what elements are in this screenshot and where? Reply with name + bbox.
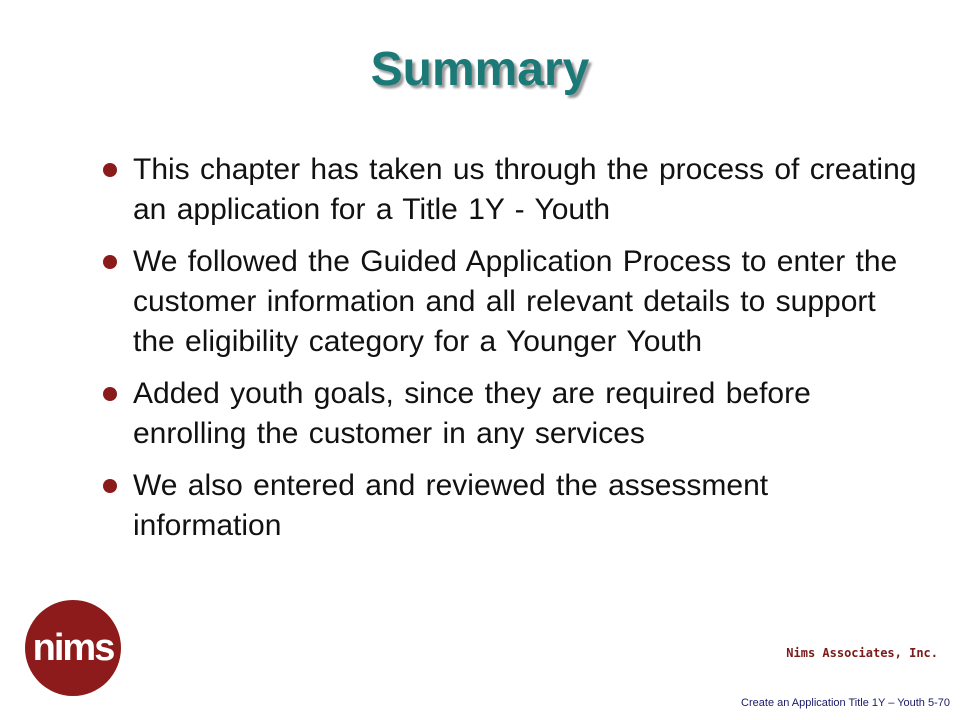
bullet-item — [101, 150, 921, 230]
bullet-dot-icon — [103, 163, 117, 177]
bullet-text: We followed the Guided Application Process to enter the customer information and all relevant details to support the eligibility category for a Younger Youth — [133, 245, 898, 358]
bullet-item — [101, 242, 921, 362]
bullet-dot-icon — [103, 255, 117, 269]
nims-logo — [25, 600, 121, 696]
slide-title: Summary — [370, 43, 590, 96]
bullet-item — [101, 466, 921, 546]
bullet-list — [101, 150, 921, 558]
bullet-text: This chapter has taken us through the process of creating an application for a Title 1Y - Youth — [133, 153, 917, 226]
bullet-dot-icon — [103, 387, 117, 401]
bullet-item — [101, 374, 921, 454]
slide-footer: Create an Application Title 1Y – Youth 5-70 — [741, 697, 950, 709]
company-name: Nims Associates, Inc. — [786, 646, 938, 660]
logo-text: nims — [32, 627, 114, 669]
bullet-text: Added youth goals, since they are required before enrolling the customer in any services — [133, 377, 811, 450]
bullet-text: We also entered and reviewed the assessment information — [133, 469, 769, 542]
bullet-dot-icon — [103, 479, 117, 493]
